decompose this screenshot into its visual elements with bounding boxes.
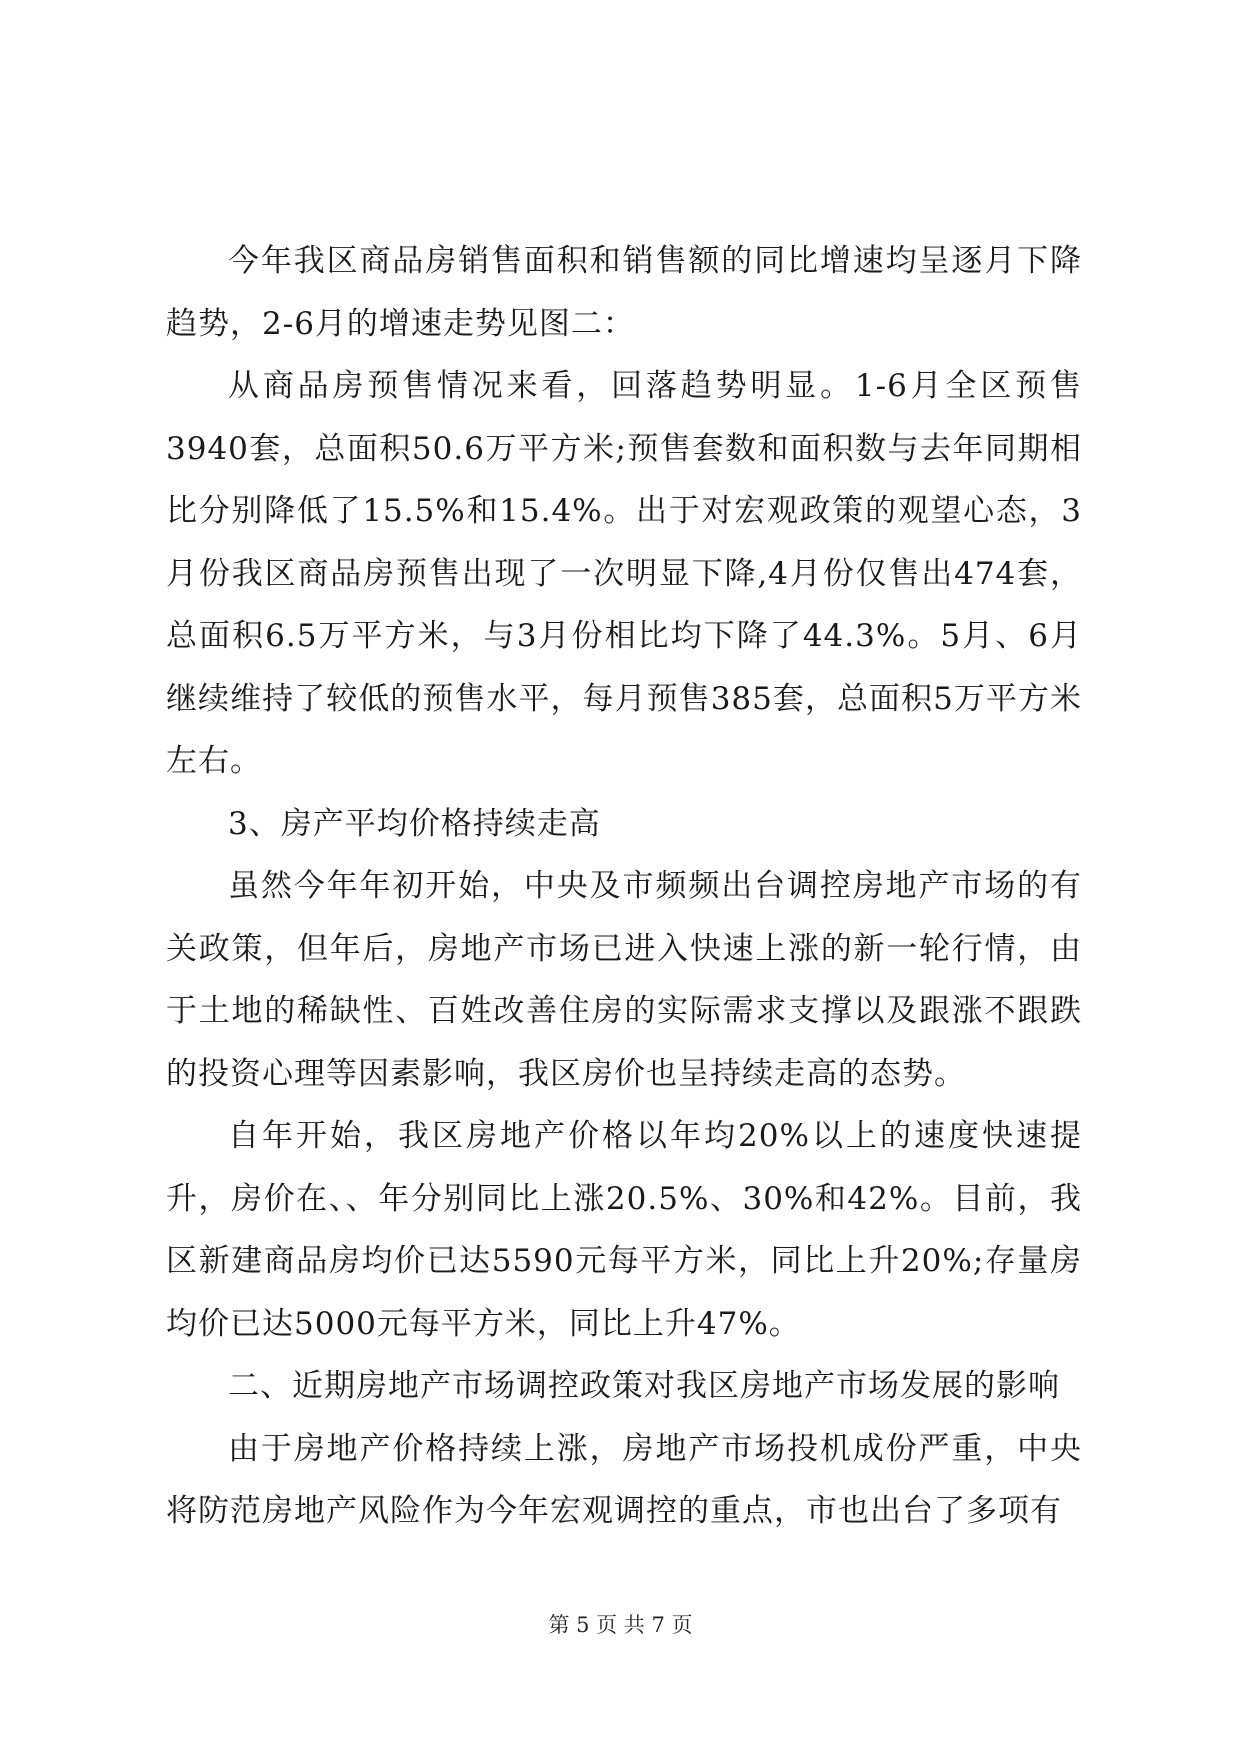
- paragraph-price-growth: 自年开始，我区房地产价格以年均20%以上的速度快速提升，房价在、、年分别同比上涨20.5%、30%和42%。目前，我区新建商品房均价已达5590元每平方米，同比上升20%;存量房均价已达5000元每平方米，同比上升47%。: [166, 1118, 1082, 1342]
- page-number-footer: 第 5 页 共 7 页: [548, 1613, 693, 1637]
- section-heading-policy-impact: 二、近期房地产市场调控政策对我区房地产市场发展的影响: [228, 1368, 1060, 1404]
- paragraph-regulation: 由于房地产价格持续上涨，房地产市场投机成份严重，中央将防范房地产风险作为今年宏观调控的重点，市也出台了多项有: [166, 1430, 1082, 1529]
- paragraph-sales-trend: 今年我区商品房销售面积和销售额的同比增速均呈逐月下降趋势，2-6月的增速走势见图二：: [166, 243, 1082, 342]
- paragraph-policy-context: 虽然今年年初开始，中央及市频频出台调控房地产市场的有关政策，但年后，房地产市场已进入快速上涨的新一轮行情，由于土地的稀缺性、百姓改善住房的实际需求支撑以及跟涨不跟跌的投资心理等因素影响，我区房价也呈持续走高的态势。: [166, 868, 1082, 1092]
- section-heading-price: 3、房产平均价格持续走高: [228, 805, 601, 842]
- document-body: [166, 230, 1082, 1543]
- paragraph-presale: 从商品房预售情况来看，回落趋势明显。1-6月全区预售3940套，总面积50.6万平方米;预售套数和面积数与去年同期相比分别降低了15.5%和15.4%。出于对宏观政策的观望心态，3月份我区商品房预售出现了一次明显下降,4月份仅售出474套，总面积6.5万平方米，与3月份相比均下降了44.3%。5月、6月继续维持了较低的预售水平，每月预售385套，总面积5万平方米左右。: [166, 368, 1082, 779]
